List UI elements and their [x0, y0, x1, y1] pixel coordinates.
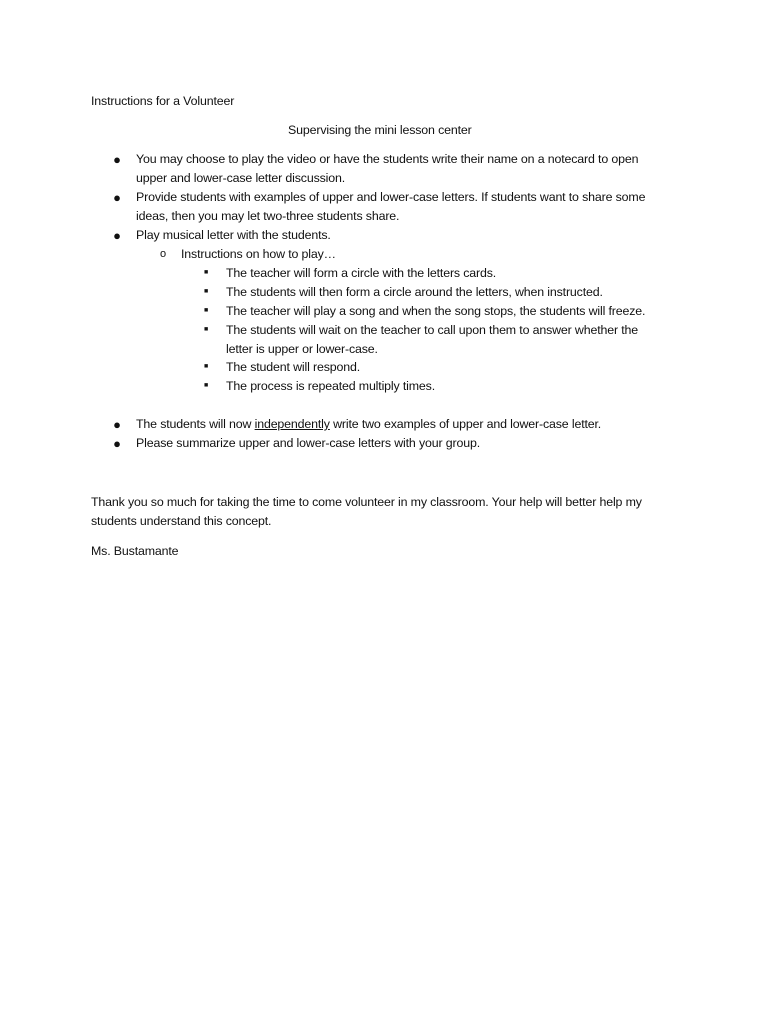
square-bullet-icon: ■	[203, 269, 209, 276]
list-item	[136, 188, 645, 225]
document-subtitle: Supervising the mini lesson center	[288, 123, 472, 137]
step-item	[226, 321, 638, 358]
step-item: The teacher will play a song and when the song stops, the students will freeze.	[226, 304, 646, 318]
step-item: The teacher will form a circle with the letters cards.	[226, 266, 497, 280]
square-bullet-icon: ■	[203, 326, 209, 333]
sub-list-item: Instructions on how to play…	[181, 247, 336, 261]
step-item: The student will respond.	[226, 360, 360, 374]
list-item: Please summarize upper and lower-case letters with your group.	[136, 436, 480, 450]
list-item-text: write two examples of upper and lower-case letter.	[329, 417, 602, 431]
list-item-line: Play musical letter with the students.	[136, 228, 331, 242]
step-item-line: The students will wait on the teacher to call upon them to answer whether the	[226, 323, 639, 337]
list-item	[136, 226, 331, 245]
closing-paragraph	[91, 493, 642, 530]
document-title: Instructions for a Volunteer	[91, 94, 235, 108]
bullet-icon: ●	[113, 228, 121, 243]
step-item-line: letter is upper or lower-case.	[226, 341, 378, 356]
signature: Ms. Bustamante	[91, 544, 179, 558]
step-item: The process is repeated multiply times.	[226, 379, 436, 393]
bullet-icon: ●	[113, 417, 121, 432]
closing-line: Thank you so much for taking the time to come volunteer in my classroom. Your help will better help my	[91, 495, 642, 509]
list-item-text: The students will now	[136, 417, 255, 431]
list-item-line: Provide students with examples of upper and lower-case letters. If students want to share some	[136, 190, 646, 204]
square-bullet-icon: ■	[203, 288, 209, 295]
underlined-word: independently	[254, 417, 330, 431]
list-item-line: You may choose to play the video or have the students write their name on a notecard to open	[136, 152, 639, 166]
list-item	[136, 150, 638, 187]
circle-bullet-icon: o	[160, 248, 166, 260]
bullet-icon: ●	[113, 152, 121, 167]
closing-line: students understand this concept.	[91, 513, 272, 528]
list-item-line: upper and lower-case letter discussion.	[136, 170, 346, 185]
bullet-icon: ●	[113, 436, 121, 451]
step-item: The students will then form a circle around the letters, when instructed.	[226, 285, 603, 299]
list-item-line: ideas, then you may let two-three students share.	[136, 208, 400, 223]
square-bullet-icon: ■	[203, 307, 209, 314]
list-item	[136, 415, 601, 434]
square-bullet-icon: ■	[203, 363, 209, 370]
bullet-icon: ●	[113, 190, 121, 205]
square-bullet-icon: ■	[203, 382, 209, 389]
